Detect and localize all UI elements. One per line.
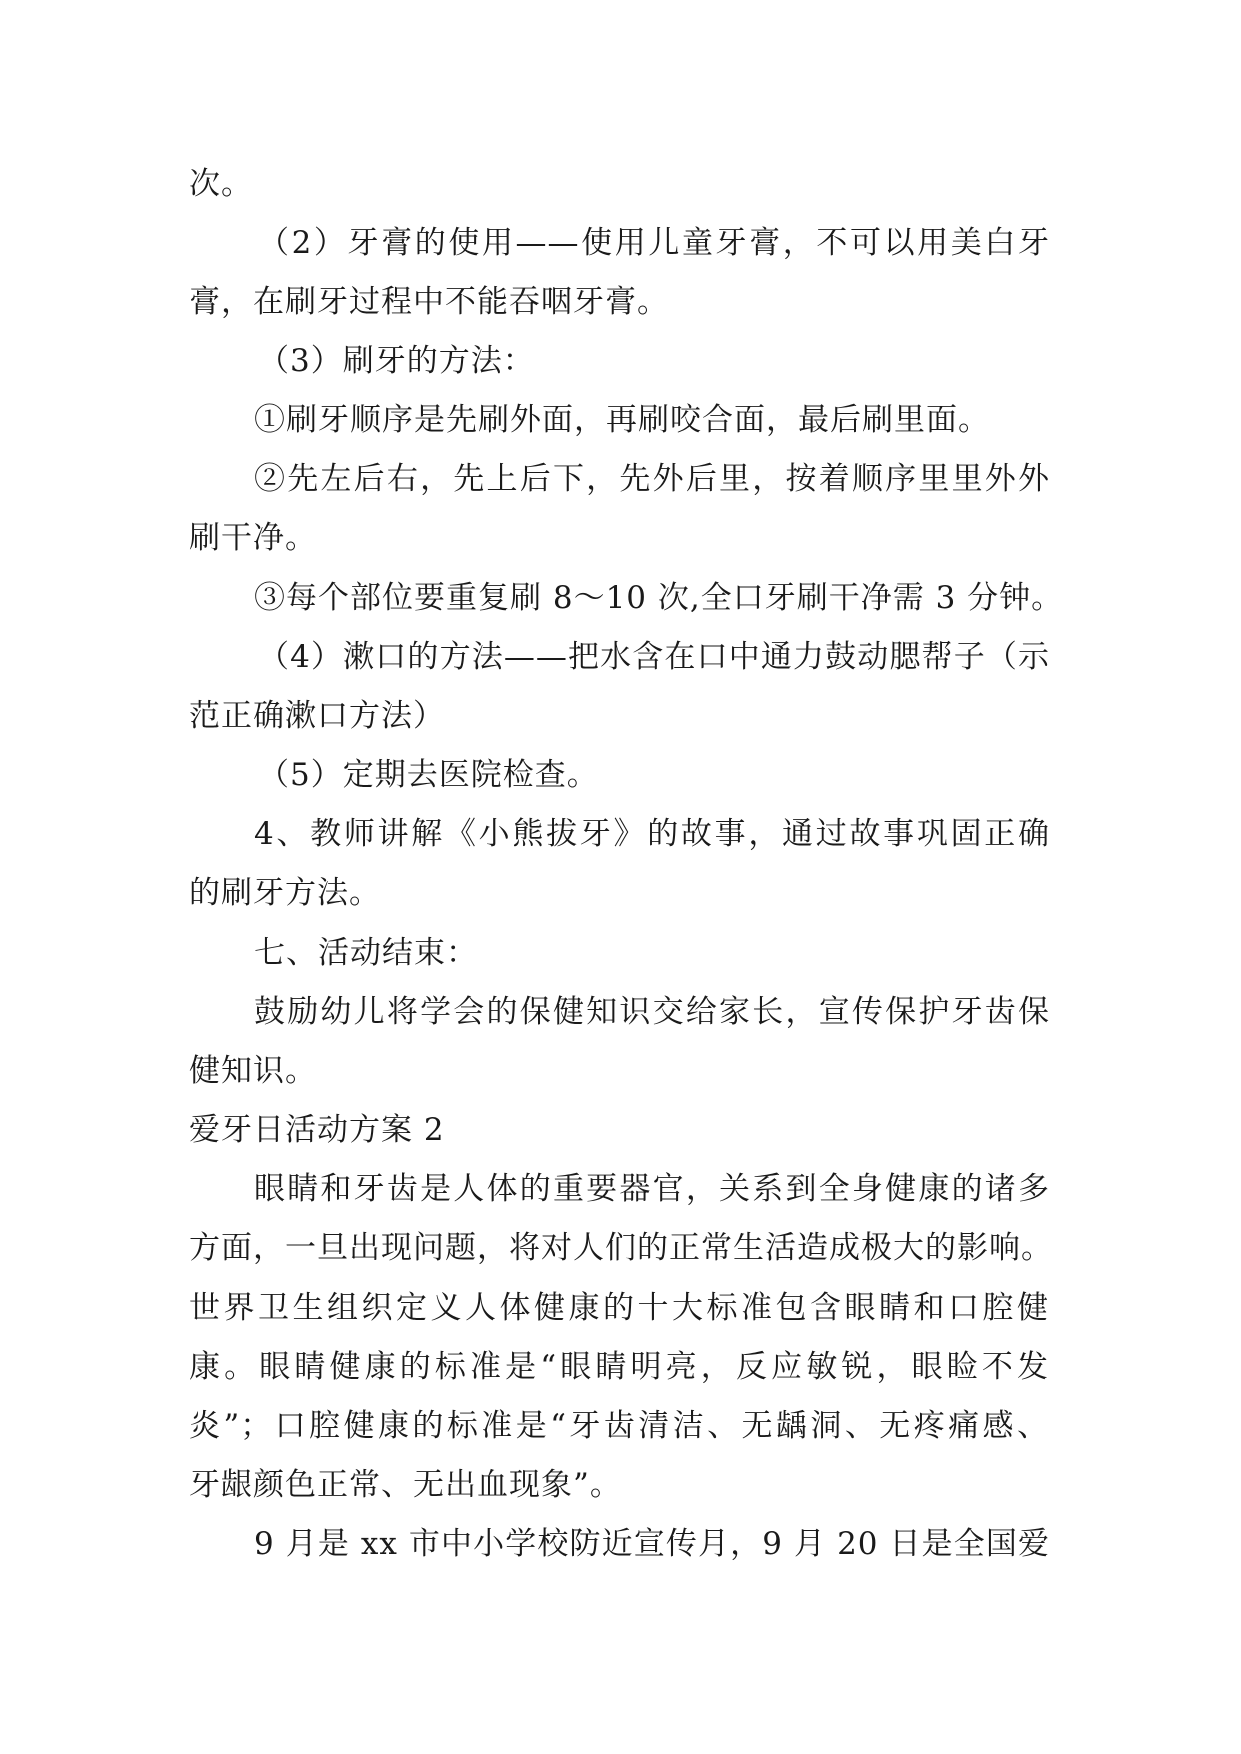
text-line: 9 月是 xx 市中小学校防近宣传月，9 月 20 日是全国爱: [254, 1526, 1050, 1562]
text-line: 膏，在刷牙过程中不能吞咽牙膏。: [189, 284, 669, 320]
text-line: 康。眼睛健康的标准是“眼睛明亮，反应敏锐，眼睑不发: [189, 1349, 1049, 1385]
section-title: 爱牙日活动方案 2: [189, 1112, 445, 1148]
text-line: （4）漱口的方法——把水含在口中通力鼓动腮帮子（示: [258, 639, 1050, 675]
text-line: 次。: [189, 166, 253, 202]
text-line: 眼睛和牙齿是人体的重要器官，关系到全身健康的诸多: [254, 1171, 1050, 1207]
section-heading: 七、活动结束：: [254, 935, 478, 971]
text-line: 世界卫生组织定义人体健康的十大标准包含眼睛和口腔健: [189, 1290, 1049, 1326]
text-line: 刷干净。: [189, 520, 317, 556]
text-line: （2）牙膏的使用——使用儿童牙膏，不可以用美白牙: [258, 225, 1050, 261]
text-line: （3）刷牙的方法：: [258, 343, 535, 379]
text-line: 鼓励幼儿将学会的保健知识交给家长，宣传保护牙齿保: [254, 994, 1050, 1030]
text-line: 炎”；口腔健康的标准是“牙齿清洁、无龋洞、无疼痛感、: [189, 1408, 1049, 1444]
text-line: 牙龈颜色正常、无出血现象”。: [189, 1467, 622, 1503]
text-line: 方面，一旦出现问题，将对人们的正常生活造成极大的影响。: [189, 1230, 1053, 1266]
text-line: ③每个部位要重复刷 8～10 次,全口牙刷干净需 3 分钟。: [254, 580, 1064, 616]
text-line: 的刷牙方法。: [189, 875, 381, 911]
text-line: ①刷牙顺序是先刷外面，再刷咬合面，最后刷里面。: [254, 402, 990, 438]
text-line: （5）定期去医院检查。: [258, 757, 599, 793]
text-line: 范正确漱口方法）: [189, 698, 445, 734]
text-line: ②先左后右，先上后下，先外后里，按着顺序里里外外: [254, 461, 1050, 497]
text-line: 4、教师讲解《小熊拔牙》的故事，通过故事巩固正确: [254, 816, 1050, 852]
text-line: 健知识。: [189, 1053, 317, 1089]
